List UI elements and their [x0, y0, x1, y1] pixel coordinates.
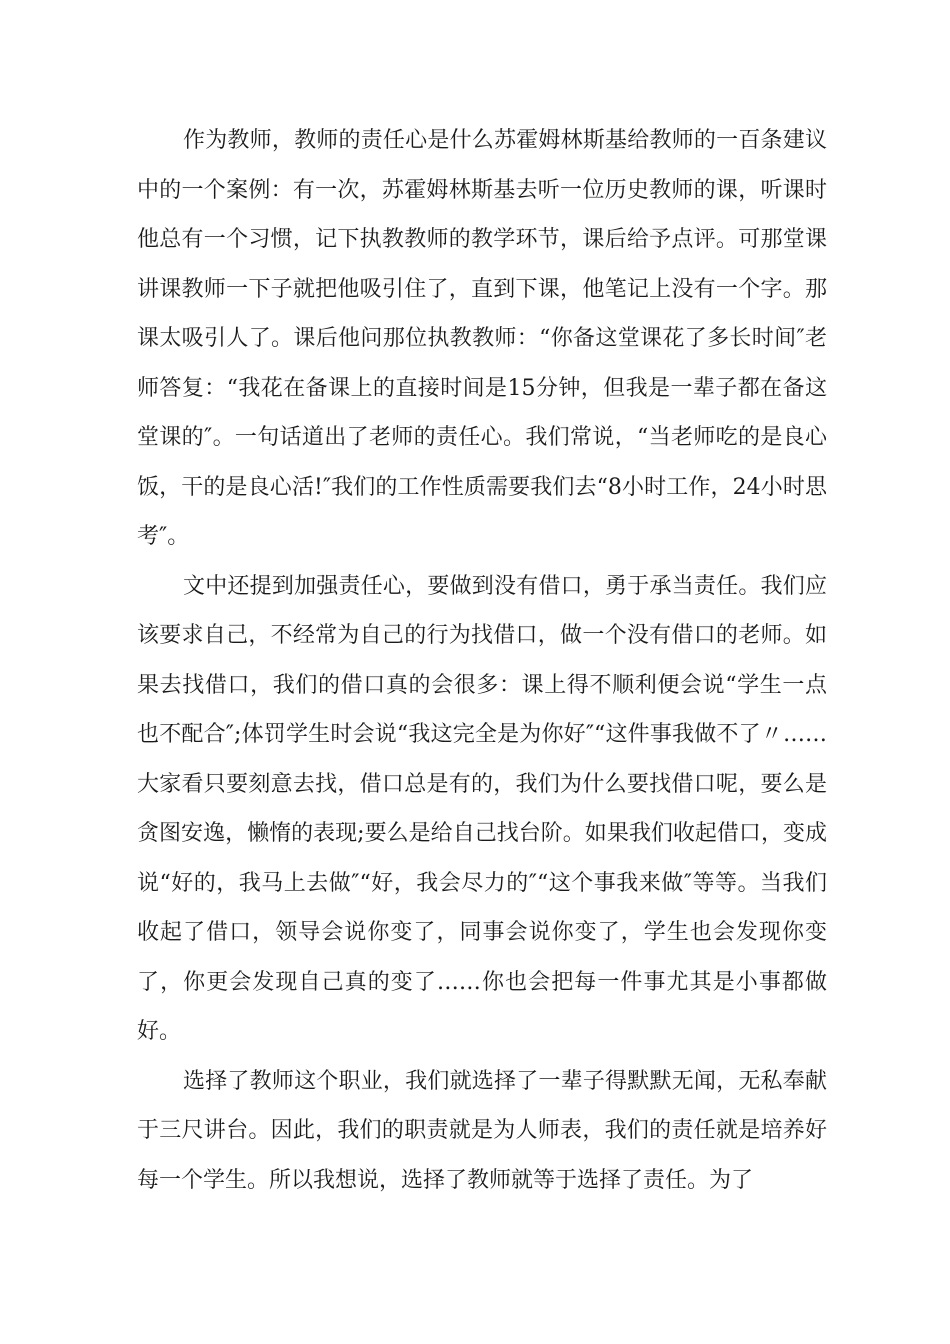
document-body [137, 116, 827, 1205]
paragraph: 选择了教师这个职业，我们就选择了一辈子得默默无闻，无私奉献于三尺讲台。因此，我们的职责就是为人师表，我们的责任就是培养好每一个学生。所以我想说，选择了教师就等于选择了责任。为了 [137, 1068, 827, 1193]
paragraph: 作为教师，教师的责任心是什么苏霍姆林斯基给教师的一百条建议中的一个案例：有一次，苏霍姆林斯基去听一位历史教师的课，听课时他总有一个习惯，记下执教教师的教学环节，课后给予点评。可那堂课讲课教师一下子就把他吸引住了，直到下课，他笔记上没有一个字。那课太吸引人了。课后他问那位执教教师：“你备这堂课花了多长时间″老师答复：“我花在备课上的直接时间是15分钟，但我是一辈子都在备这堂课的″。一句话道出了老师的责任心。我们常说，“当老师吃的是良心饭，干的是良心活!″我们的工作性质需要我们去“8小时工作，24小时思考″。 [137, 128, 827, 549]
paragraph: 文中还提到加强责任心，要做到没有借口，勇于承当责任。我们应该要求自己，不经常为自己的行为找借口，做一个没有借口的老师。如果去找借口，我们的借口真的会很多：课上得不顺利便会说“学生一点也不配合″;体罚学生时会说“我这完全是为你好″“这件事我做不了〃……大家看只要刻意去找，借口总是有的，我们为什么要找借口呢，要么是贪图安逸，懒惰的表现;要么是给自己找台阶。如果我们收起借口，变成说“好的，我马上去做″“好，我会尽力的″“这个事我来做″等等。当我们收起了借口，领导会说你变了，同事会说你变了，学生也会发现你变了，你更会发现自己真的变了……你也会把每一件事尤其是小事都做好。 [137, 573, 827, 1044]
